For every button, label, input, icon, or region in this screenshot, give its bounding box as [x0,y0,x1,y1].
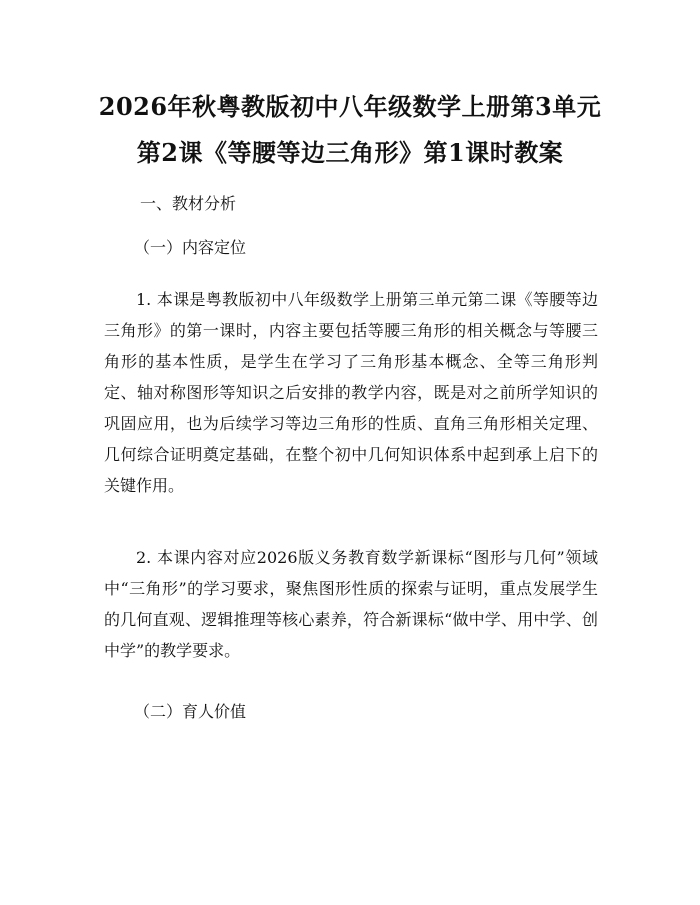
paragraph-content-positioning-2: 2. 本课内容对应2026版义务教育数学新课标“图形与几何”领域中“三角形”的学习要求，聚焦图形性质的探索与证明，重点发展学生的几何直观、逻辑推理等核心素养，符合新课标“做中学、用中学、创中学”的教学要求。 [104,548,598,660]
subsection-heading-content-positioning: （一）内容定位 [134,238,247,257]
paragraph-content-positioning-1: 1. 本课是粤教版初中八年级数学上册第三单元第二课《等腰等边三角形》的第一课时，内容主要包括等腰三角形的相关概念与等腰三角形的基本性质，是学生在学习了三角形基本概念、全等三角形判定、轴对称图形等知识之后安排的教学内容，既是对之前所学知识的巩固应用，也为后续学习等边三角形的性质、直角三角形相关定理、几何综合证明奠定基础，在整个初中几何知识体系中起到承上启下的关键作用。 [104,290,598,495]
subsection-heading-educational-value: （二）育人价值 [134,702,247,721]
section-heading-textbook-analysis: 一、教材分析 [140,194,237,213]
document-title: 2026年秋粤教版初中八年级数学上册第3单元第2课《等腰等边三角形》第1课时教案 [98,92,602,167]
